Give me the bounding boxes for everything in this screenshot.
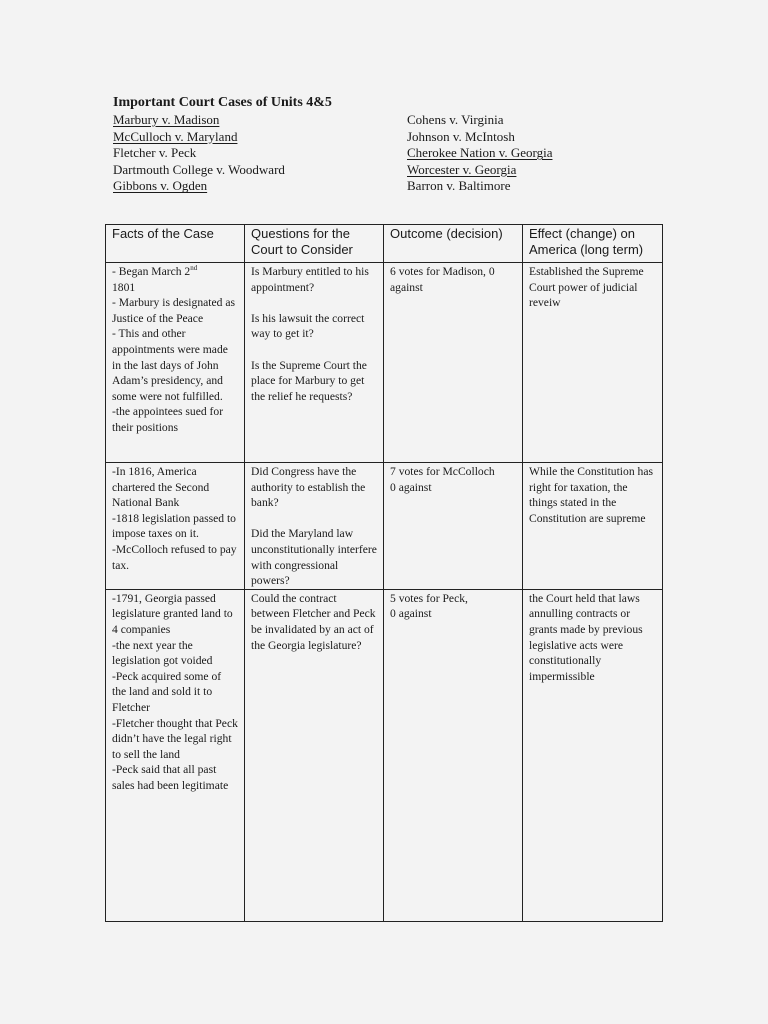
column-header-facts [106, 225, 245, 263]
case-item: McCulloch v. Maryland [113, 128, 238, 144]
column-header-questions [245, 225, 384, 263]
facts-text: -1791, Georgia passed legislature granted land to 4 companies -the next year the legislation got voided -Peck acquired some of the land and sold it to Fletcher -Fletcher thought that Peck didn’t have the legal right to sell the land -Peck said that all past sales had been legitimate [112, 591, 238, 792]
questions-cell [245, 589, 384, 921]
column-header-label: Questions for the Court to Consider [251, 226, 353, 257]
effect-text: the Court held that laws annulling contracts or grants made by previous legislative acts were constitutionally impermissible [529, 591, 643, 683]
table-row [106, 263, 663, 463]
facts-start: - Began March 2 [112, 265, 191, 278]
case-item: Worcester v. Georgia [407, 161, 517, 177]
outcome-text: 6 votes for Madison, 0 against [390, 265, 495, 294]
column-header-label: Effect (change) on America (long term) [529, 226, 644, 257]
table-row [106, 463, 663, 590]
outcome-cell [384, 589, 523, 921]
effect-cell [523, 463, 663, 590]
page-title: Important Court Cases of Units 4&5 [113, 95, 332, 110]
case-item: Johnson v. McIntosh [407, 128, 515, 144]
effect-cell [523, 263, 663, 463]
questions-cell [245, 263, 384, 463]
case-list-right [407, 112, 667, 195]
case-list-left [113, 112, 407, 195]
case-list [113, 112, 673, 195]
case-item: Marbury v. Madison [113, 112, 220, 127]
case-item: Cherokee Nation v. Georgia [407, 145, 553, 161]
outcome-cell [384, 463, 523, 590]
facts-text: -In 1816, America chartered the Second National Bank -1818 legislation passed to impose taxes on it. -McColloch refused to pay tax. [112, 465, 237, 572]
case-item: Dartmouth College v. Woodward [113, 161, 285, 177]
column-header-label: Facts of the Case [112, 226, 214, 241]
column-header-outcome [384, 225, 523, 263]
questions-text: Is Marbury entitled to his appointment? Is his lawsuit the correct way to get it? Is the Supreme Court the place for Marbury to get the relief he requests? [251, 265, 369, 403]
table-header-row [106, 225, 663, 263]
column-header-label: Outcome (decision) [390, 226, 503, 241]
outcome-text: 5 votes for Peck, 0 against [390, 591, 468, 621]
ordinal-suffix: nd [190, 264, 198, 273]
effect-text: While the Constitution has right for taxation, the things stated in the Constitution are supreme [529, 465, 653, 525]
facts-cell [106, 463, 245, 590]
questions-text: Could the contract between Fletcher and Peck be invalidated by an act of the Georgia legislature? [251, 591, 376, 652]
facts-cell [106, 589, 245, 921]
document-header [113, 94, 673, 195]
court-cases-table [105, 224, 663, 922]
questions-cell [245, 463, 384, 590]
effect-cell [523, 589, 663, 921]
outcome-cell [384, 263, 523, 463]
facts-cell [106, 263, 245, 463]
case-item: Fletcher v. Peck [113, 145, 197, 161]
case-item: Barron v. Baltimore [407, 178, 511, 194]
effect-text: Established the Supreme Court power of judicial reveiw [529, 265, 644, 310]
table-row [106, 589, 663, 921]
questions-text: Did Congress have the authority to establish the bank? Did the Maryland law unconstitutionally interfere with congressional powers? [251, 465, 377, 588]
facts-text: 1801 - Marbury is designated as Justice of the Peace - This and other appointments were made in the last days of John Adam’s presidency, and some were not fulfilled. -the appointees sued for their positions [112, 280, 235, 434]
outcome-text: 7 votes for McColloch 0 against [390, 465, 495, 494]
case-item: Cohens v. Virginia [407, 112, 504, 127]
case-item: Gibbons v. Ogden [113, 178, 208, 194]
column-header-effect [523, 225, 663, 263]
